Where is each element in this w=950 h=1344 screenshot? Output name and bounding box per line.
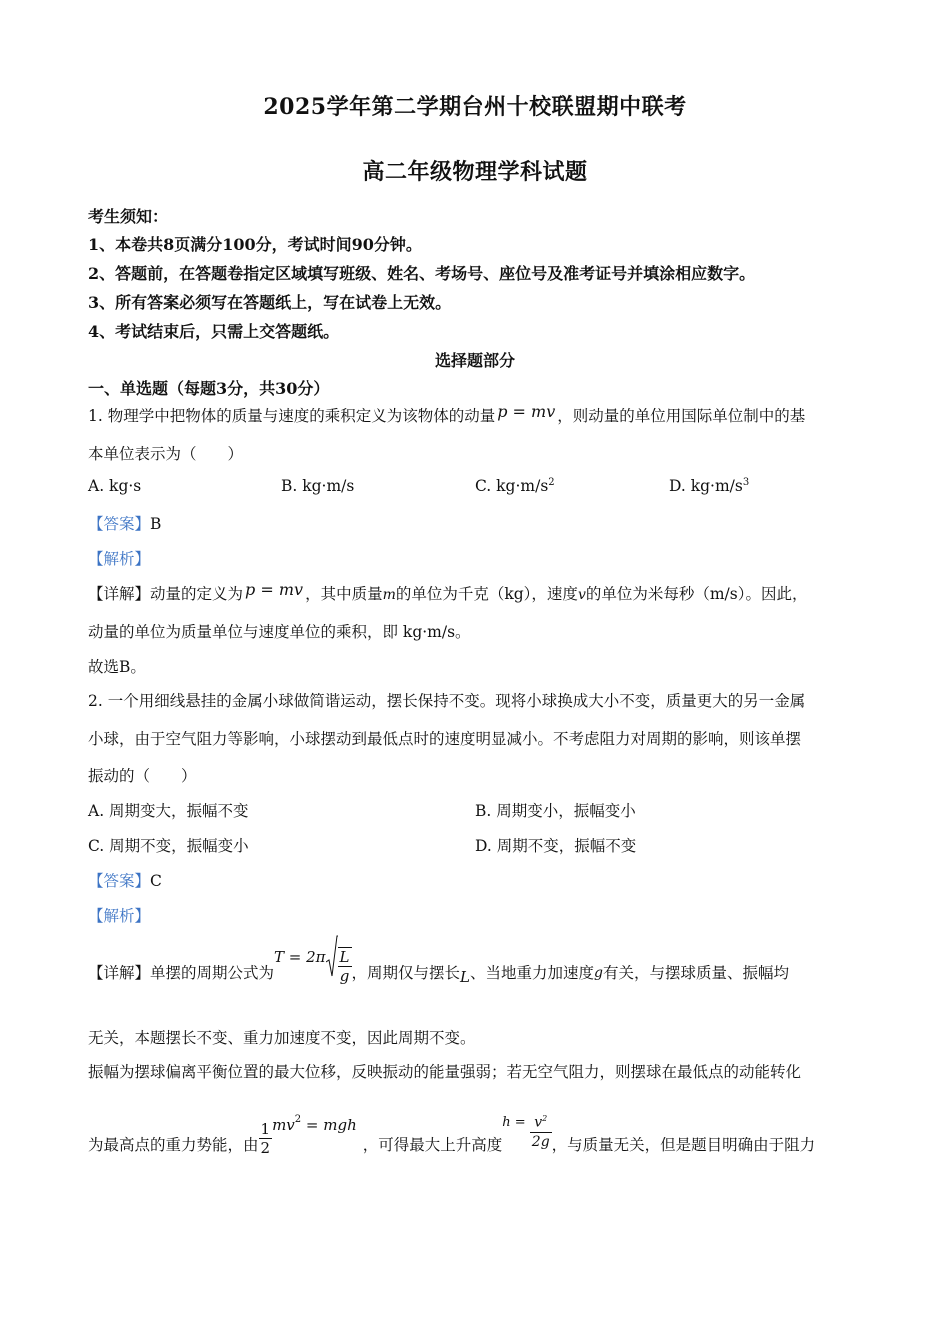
q2-detail: 【详解】单摆的周期公式为T = 2π $\frac{L}{g}$ ，周期仅与摆长L、当地重力加速度g有关，与摆球质量、振幅均 xyxy=(88,934,789,987)
notice-item-2: 2、答题前，在答题卷指定区域填写班级、姓名、考场号、座位号及准考证号并填涂相应数字。 xyxy=(88,264,756,283)
q1-answer: 【答案】B xyxy=(88,515,162,533)
height-formula: $^{h =}$ $\frac{v^2}{2g}$ xyxy=(502,1116,551,1157)
exam-title: 2025学年第二学期台州十校联盟期中联考 xyxy=(263,94,687,120)
q1-detail-line2: 动量的单位为质量单位与速度单位的乘积，即 kg·m/s。 xyxy=(88,623,471,641)
q1-option-a: A. kg·s xyxy=(88,477,142,495)
q2-stem-line2: 小球，由于空气阻力等影响，小球摆动到最低点时的速度明显减小。不考虑阻力对周期的影响，则该单摆 xyxy=(88,730,802,748)
sqrt-sign-icon xyxy=(326,934,338,978)
notice-item-1: 1、本卷共8页满分100分，考试时间90分钟。 xyxy=(88,235,422,254)
q2-detail-line2: 无关，本题摆长不变、重力加速度不变，因此周期不变。 xyxy=(88,1029,476,1047)
answer-tag: 【答案】 xyxy=(88,515,151,533)
q2-option-d: D. 周期不变，振幅不变 xyxy=(475,837,637,855)
q2-option-a: A. 周期变大，振幅不变 xyxy=(88,802,249,820)
q2-detail-line3: 振幅为摆球偏离平衡位置的最大位移，反映振动的能量强弱；若无空气阻力，则摆球在最低点的动能转化 xyxy=(88,1063,802,1081)
q2-option-c: C. 周期不变，振幅变小 xyxy=(88,837,249,855)
q2-stem-line1: 2. 一个用细线悬挂的金属小球做简谐运动，摆长保持不变。现将小球换成大小不变，质量更大的另一金属 xyxy=(88,692,806,710)
period-formula: T = 2π $\frac{L}{g}$ xyxy=(274,934,351,987)
q2-detail-line4: 为最高点的重力势能，由 $\frac{1}{2}$ $mv^2$ = mgh，可得最大上升高度$^{h =}$ $\frac{v^2}{2g}$ ，与质量无关，但是题目明确由于阻力 xyxy=(88,1116,815,1157)
q1-stem-line2: 本单位表示为（ ） xyxy=(88,445,244,463)
q1-option-b: B. kg·m/s xyxy=(281,477,355,495)
q2-answer: 【答案】C xyxy=(88,872,162,890)
section-title: 选择题部分 xyxy=(434,351,515,370)
q1-stem: 1. 物理学中把物体的质量与速度的乘积定义为该物体的动量 p = mv ，则动量的单位用国际单位制中的基 xyxy=(88,402,806,425)
q2-stem-line3: 振动的（ ） xyxy=(88,767,197,785)
q1-detail: 【详解】动量的定义为 p = mv ，其中质量m的单位为千克（kg），速度v的单位为米每秒（m/s）。因此， xyxy=(88,580,808,603)
notice-item-4: 4、考试结束后，只需上交答题纸。 xyxy=(88,322,340,341)
q1-formula: p = mv xyxy=(497,402,556,421)
answer-tag: 【答案】 xyxy=(88,872,151,890)
q1-analysis-tag: 【解析】 xyxy=(88,550,151,568)
q1-option-c: C. $kg\cdot m/s^2$ xyxy=(475,477,555,496)
exam-subtitle: 高二年级物理学科试题 xyxy=(362,159,588,185)
q2-analysis-tag: 【解析】 xyxy=(88,907,151,925)
notice-item-3: 3、所有答案必须写在答题纸上，写在试卷上无效。 xyxy=(88,293,452,312)
q2-option-b: B. 周期变小，振幅变小 xyxy=(475,802,636,820)
q1-conclusion: 故选B。 xyxy=(88,658,146,676)
energy-formula: $\frac{1}{2}$ $mv^2$ = mgh xyxy=(260,1114,357,1157)
notice-heading: 考生须知： xyxy=(88,207,169,226)
q1-option-d: D. $kg\cdot m/s^3$ xyxy=(669,477,750,496)
part-title: 一、单选题（每题3分，共30分） xyxy=(88,379,330,398)
